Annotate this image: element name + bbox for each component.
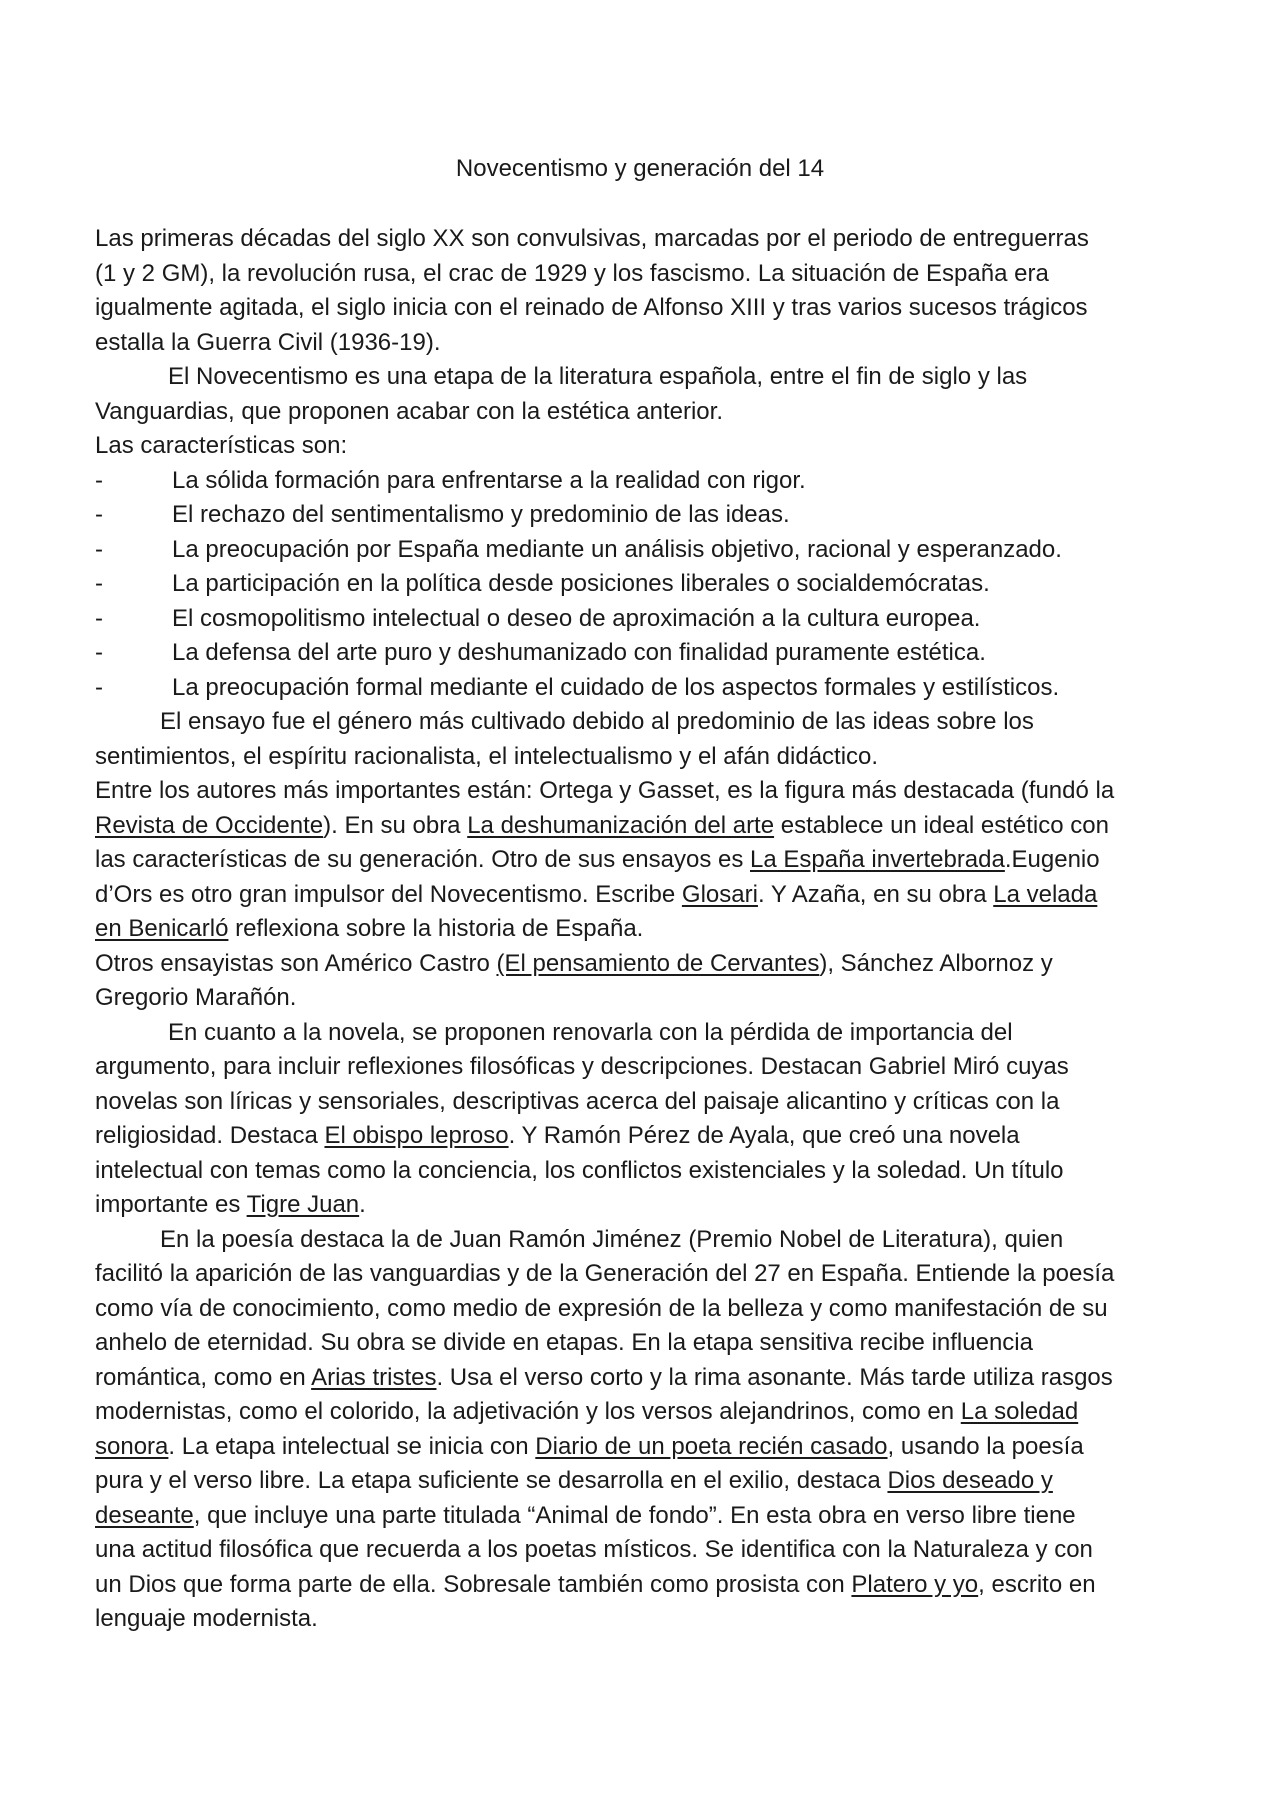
text-line xyxy=(95,912,1205,947)
text-segment: , que incluye una parte titulada “Animal de fondo”. En esta obra en verso libre tiene xyxy=(193,1501,1076,1529)
text-segment: . Y Ramón Pérez de Ayala, que creó una novela xyxy=(508,1122,1020,1149)
text-segment: El cosmopolitismo intelectual o deseo de aproximación a la cultura europea. xyxy=(172,604,981,632)
work-title: sonora xyxy=(95,1432,169,1460)
text-line xyxy=(95,1085,1205,1120)
work-title: (El pensamiento de Cervantes xyxy=(496,949,820,977)
text-line xyxy=(95,257,1205,292)
text-line xyxy=(95,878,1205,913)
text-line xyxy=(95,222,1205,257)
text-segment: pura y el verso libre. La etapa suficiente se desarrolla en el exilio, destaca xyxy=(95,1467,888,1494)
text-segment: Las primeras décadas del siglo XX son convulsivas, marcadas por el periodo de entreguerras xyxy=(95,225,1089,252)
work-title: La deshumanización del arte xyxy=(467,811,775,839)
text-segment: d’Ors es otro gran impulsor del Novecentismo. Escribe xyxy=(95,880,682,908)
text-segment: , usando la poesía xyxy=(887,1432,1084,1460)
text-segment: . La etapa intelectual se inicia con xyxy=(168,1432,536,1460)
work-title: deseante xyxy=(95,1501,194,1529)
list-bullet: - xyxy=(95,673,103,701)
text-line xyxy=(95,740,1205,775)
work-title: Dios deseado y xyxy=(887,1467,1053,1494)
text-segment: estalla la Guerra Civil (1936-19). xyxy=(95,328,441,356)
work-title: en Benicarló xyxy=(95,915,229,942)
list-item xyxy=(95,636,1205,671)
work-title: Platero y yo xyxy=(851,1570,979,1598)
text-line xyxy=(95,1119,1205,1154)
text-line xyxy=(95,1395,1205,1430)
list-item xyxy=(95,498,1205,533)
work-title: La soledad xyxy=(960,1398,1079,1425)
text-segment: El Novecentismo es una etapa de la literatura española, entre el fin de siglo y las xyxy=(168,363,1028,390)
list-item xyxy=(95,464,1205,499)
text-segment: como vía de conocimiento, como medio de expresión de la belleza y como manifestación de su xyxy=(95,1294,1108,1322)
work-title: Tigre Juan xyxy=(246,1191,360,1218)
text-line xyxy=(95,774,1205,809)
text-segment: Gregorio Marañón. xyxy=(95,984,297,1011)
text-segment: .Eugenio xyxy=(1004,846,1100,873)
text-segment: Otros ensayistas son Américo Castro xyxy=(95,949,497,977)
text-segment: importante es xyxy=(95,1191,247,1218)
text-segment: La defensa del arte puro y deshumanizado con finalidad puramente estética. xyxy=(172,639,986,666)
work-title: Glosari xyxy=(681,880,758,908)
text-line xyxy=(95,843,1205,878)
text-segment: una actitud filosófica que recuerda a los poetas místicos. Se identifica con la Naturaleza y con xyxy=(95,1536,1093,1563)
list-bullet: - xyxy=(95,466,103,494)
work-title: Arias tristes xyxy=(311,1363,437,1391)
text-line xyxy=(95,1499,1205,1534)
document-body xyxy=(95,222,1205,1637)
list-item xyxy=(95,567,1205,602)
text-segment: , escrito en xyxy=(978,1570,1096,1598)
text-line xyxy=(95,1050,1205,1085)
text-line xyxy=(95,1568,1205,1603)
text-segment: anhelo de eternidad. Su obra se divide en etapas. En la etapa sensitiva recibe influencia xyxy=(95,1329,1033,1356)
text-segment: La sólida formación para enfrentarse a la realidad con rigor. xyxy=(172,466,806,494)
text-segment: La preocupación formal mediante el cuidado de los aspectos formales y estilísticos. xyxy=(172,673,1060,701)
text-segment: religiosidad. Destaca xyxy=(95,1122,325,1149)
text-line xyxy=(95,1257,1205,1292)
text-segment: intelectual con temas como la conciencia, los conflictos existenciales y la soledad. Un título xyxy=(95,1156,1064,1184)
list-bullet: - xyxy=(95,604,103,632)
text-segment: En cuanto a la novela, se proponen renovarla con la pérdida de importancia del xyxy=(168,1018,1013,1046)
list-bullet: - xyxy=(95,570,103,597)
text-segment: novelas son líricas y sensoriales, descriptivas acerca del paisaje alicantino y críticas con la xyxy=(95,1087,1060,1115)
text-segment: igualmente agitada, el siglo inicia con el reinado de Alfonso XIII y tras varios sucesos trágicos xyxy=(95,294,1088,321)
text-segment: . Y Azaña, en su obra xyxy=(757,880,994,908)
list-bullet: - xyxy=(95,639,103,666)
work-title: Revista de Occidente xyxy=(95,811,324,839)
text-segment: El rechazo del sentimentalismo y predominio de las ideas. xyxy=(172,501,790,528)
text-segment: El ensayo fue el género más cultivado debido al predominio de las ideas sobre los xyxy=(160,708,1034,735)
text-line xyxy=(95,326,1205,361)
text-segment: argumento, para incluir reflexiones filosóficas y descripciones. Destacan Gabriel Miró cuyas xyxy=(95,1053,1069,1080)
text-line xyxy=(95,705,1205,740)
text-line xyxy=(95,1326,1205,1361)
work-title: La velada xyxy=(993,880,1098,908)
text-line xyxy=(95,1154,1205,1189)
text-line xyxy=(95,1430,1205,1465)
text-segment: sentimientos, el espíritu racionalista, el intelectualismo y el afán didáctico. xyxy=(95,742,879,770)
text-segment: (1 y 2 GM), la revolución rusa, el crac de 1929 y los fascismo. La situación de España era xyxy=(95,259,1049,287)
text-line xyxy=(95,1016,1205,1051)
text-line xyxy=(95,809,1205,844)
list-bullet: - xyxy=(95,501,103,528)
text-segment: Las características son: xyxy=(95,432,348,459)
work-title: Diario de un poeta recién casado xyxy=(535,1432,888,1460)
text-segment: ), Sánchez Albornoz y xyxy=(819,949,1053,977)
text-segment: ). En su obra xyxy=(323,811,468,839)
text-segment: En la poesía destaca la de Juan Ramón Jiménez (Premio Nobel de Literatura), quien xyxy=(160,1225,1064,1253)
text-segment: Entre los autores más importantes están: Ortega y Gasset, es la figura más destacada (fundó la xyxy=(95,777,1115,804)
work-title: El obispo leproso xyxy=(324,1122,509,1149)
text-line xyxy=(95,1464,1205,1499)
text-line xyxy=(95,1223,1205,1258)
text-line xyxy=(95,1292,1205,1327)
text-line xyxy=(95,981,1205,1016)
text-line xyxy=(95,1602,1205,1637)
text-segment: Vanguardias, que proponen acabar con la estética anterior. xyxy=(95,397,723,425)
text-segment: un Dios que forma parte de ella. Sobresale también como prosista con xyxy=(95,1570,852,1598)
text-line xyxy=(95,1533,1205,1568)
list-item xyxy=(95,671,1205,706)
text-segment: lenguaje modernista. xyxy=(95,1605,318,1632)
work-title: La España invertebrada xyxy=(750,846,1005,873)
text-line xyxy=(95,360,1205,395)
text-line xyxy=(95,1188,1205,1223)
list-item xyxy=(95,533,1205,568)
text-line xyxy=(95,395,1205,430)
text-segment: . xyxy=(359,1191,366,1218)
document-title: Novecentismo y generación del 14 xyxy=(455,155,825,182)
text-line xyxy=(95,429,1205,464)
list-bullet: - xyxy=(95,535,103,563)
text-line xyxy=(95,947,1205,982)
text-segment: las características de su generación. Otro de sus ensayos es xyxy=(95,846,750,873)
text-segment: La participación en la política desde posiciones liberales o socialdemócratas. xyxy=(172,570,990,597)
text-segment: . Usa el verso corto y la rima asonante. Más tarde utiliza rasgos xyxy=(436,1363,1113,1391)
text-line xyxy=(95,1361,1205,1396)
text-segment: facilitó la aparición de las vanguardias y de la Generación del 27 en España. Entiende la poesía xyxy=(95,1260,1115,1287)
text-segment: establece un ideal estético con xyxy=(774,811,1109,839)
text-segment: romántica, como en xyxy=(95,1363,312,1391)
text-segment: reflexiona sobre la historia de España. xyxy=(228,915,644,942)
list-item xyxy=(95,602,1205,637)
text-line xyxy=(95,291,1205,326)
text-segment: modernistas, como el colorido, la adjetivación y los versos alejandrinos, como en xyxy=(95,1398,961,1425)
text-segment: La preocupación por España mediante un análisis objetivo, racional y esperanzado. xyxy=(172,535,1062,563)
